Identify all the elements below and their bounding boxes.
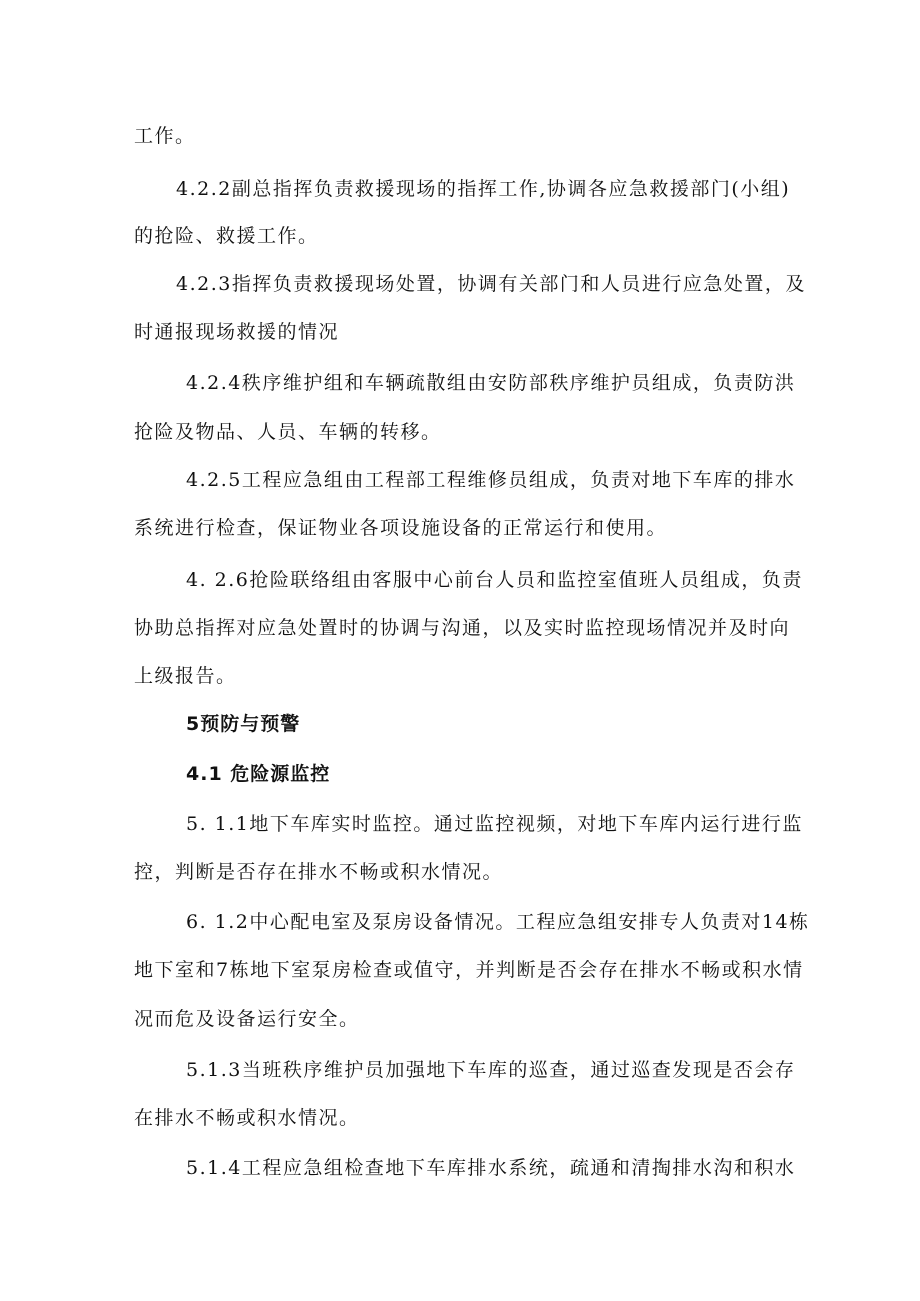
text-line-17: 6. 1.2中心配电室及泵房设备情况。工程应急组安排专人负责对14栋 bbox=[186, 911, 810, 933]
subsection-heading: 4.1 危险源监控 bbox=[186, 763, 331, 785]
text-line-22: 5.1.4工程应急组检查地下车库排水系统，疏通和清掏排水沟和积水 bbox=[186, 1157, 796, 1179]
text-line-1: 工作。 bbox=[134, 125, 196, 147]
text-line-12: 上级报告。 bbox=[134, 665, 237, 687]
text-line-18: 地下室和7栋地下室泵房检查或值守，并判断是否会存在排水不畅或积水情 bbox=[134, 959, 804, 981]
text-line-10: 4. 2.6抢险联络组由客服中心前台人员和监控室值班人员组成，负责 bbox=[186, 569, 803, 591]
text-line-11: 协助总指挥对应急处置时的协调与沟通，以及实时监控现场情况并及时向 bbox=[134, 617, 791, 639]
section-heading: 5预防与预警 bbox=[186, 713, 301, 735]
text-line-8: 4.2.5工程应急组由工程部工程维修员组成，负责对地下车库的排水 bbox=[186, 469, 796, 491]
text-line-4: 4.2.3指挥负责救援现场处置，协调有关部门和人员进行应急处置，及 bbox=[176, 273, 806, 295]
text-line-5: 时通报现场救援的情况 bbox=[134, 321, 340, 343]
text-line-6: 4.2.4秩序维护组和车辆疏散组由安防部秩序维护员组成，负责防洪 bbox=[186, 372, 796, 394]
text-line-20: 5.1.3当班秩序维护员加强地下车库的巡查，通过巡查发现是否会存 bbox=[186, 1059, 796, 1081]
text-line-21: 在排水不畅或积水情况。 bbox=[134, 1107, 360, 1129]
text-line-16: 控，判断是否存在排水不畅或积水情况。 bbox=[134, 861, 504, 883]
text-line-3: 的抢险、救援工作。 bbox=[134, 225, 319, 247]
text-line-9: 系统进行检查，保证物业各项设施设备的正常运行和使用。 bbox=[134, 517, 668, 539]
text-line-7: 抢险及物品、人员、车辆的转移。 bbox=[134, 421, 442, 443]
text-line-15: 5. 1.1地下车库实时监控。通过监控视频，对地下车库内运行进行监 bbox=[186, 813, 803, 835]
text-line-19: 况而危及设备运行安全。 bbox=[134, 1008, 360, 1030]
text-line-2: 4.2.2副总指挥负责救援现场的指挥工作,协调各应急救援部门(小组) bbox=[176, 178, 791, 200]
